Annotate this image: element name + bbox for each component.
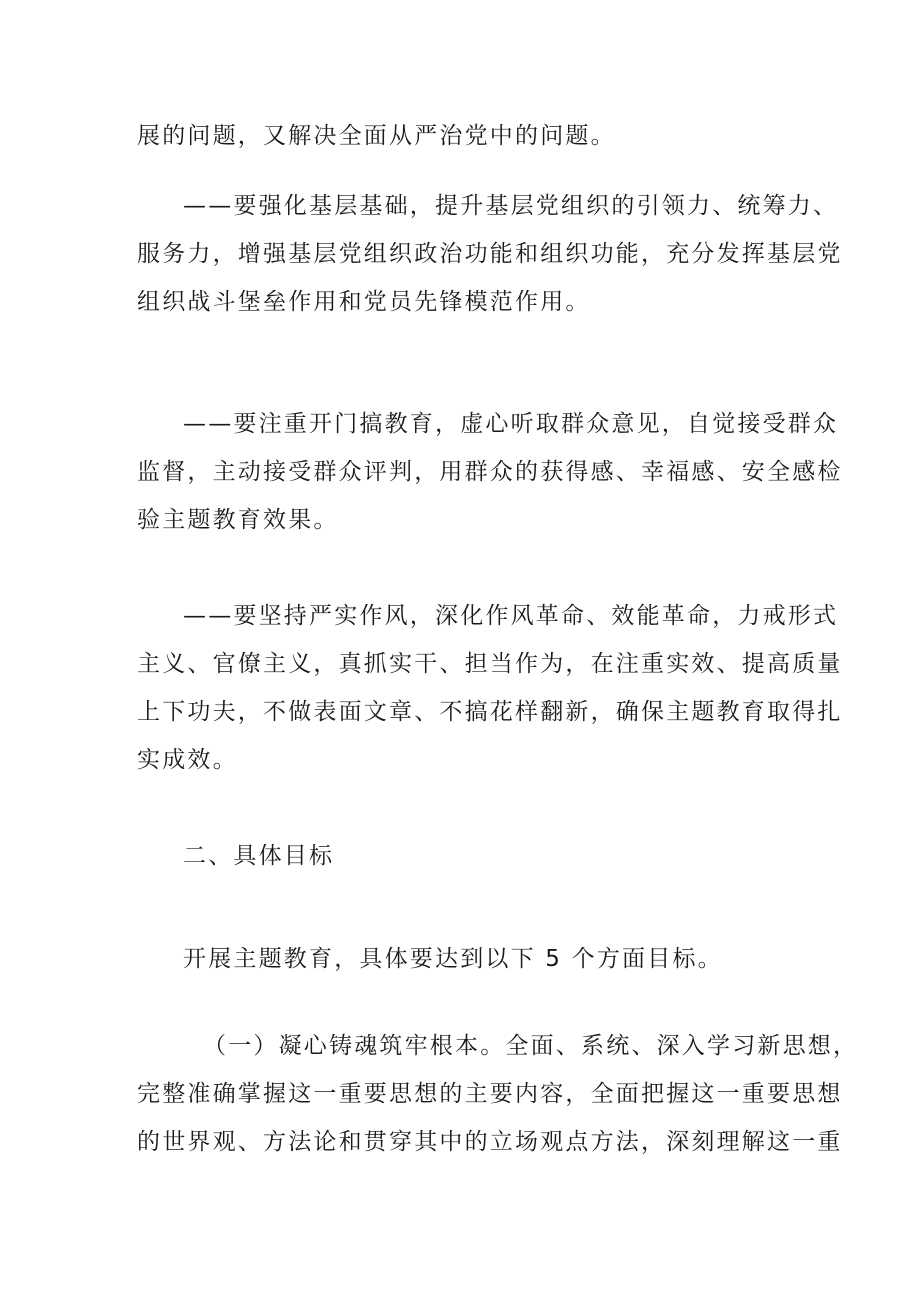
text-line: 验主题教育效果。: [137, 507, 339, 533]
text-line: 组织战斗堡垒作用和党员先锋模范作用。: [137, 289, 591, 315]
text-line: 实成效。: [137, 747, 238, 773]
paragraph-strict-practical-style: [137, 592, 843, 784]
text-line: 监督，主动接受群众评判，用群众的获得感、幸福感、安全感检: [137, 459, 843, 485]
text-line: 的世界观、方法论和贯穿其中的立场观点方法，深刻理解这一重: [137, 1129, 843, 1155]
section-heading: [137, 832, 797, 880]
text-line: （一）凝心铸魂筑牢根本。全面、系统、深入学习新思想，: [203, 1033, 859, 1059]
text-line: 上下功夫，不做表面文章、不搞花样翻新，确保主题教育取得扎: [137, 699, 843, 725]
text-line: 主义、官僚主义，真抓实干、担当作为，在注重实效、提高质量: [137, 651, 843, 677]
paragraph-continuation: [137, 112, 797, 160]
text-line: 完整准确掌握这一重要思想的主要内容，全面把握这一重要思想: [137, 1081, 843, 1107]
text-line: 服务力，增强基层党组织政治功能和组织功能，充分发挥基层党: [137, 241, 843, 267]
text-line: 开展主题教育，具体要达到以下 5 个方面目标。: [183, 946, 723, 972]
text-line: ——要注重开门搞教育，虚心听取群众意见，自觉接受群众: [183, 411, 839, 437]
paragraph-open-door-education: [137, 400, 843, 544]
paragraph-strengthen-grassroots: [137, 182, 843, 326]
paragraph-goal-one: [137, 1022, 859, 1166]
paragraph-goals-intro: [137, 935, 797, 983]
heading-text: 二、具体目标: [183, 843, 335, 869]
text-line: ——要坚持严实作风，深化作风革命、效能革命，力戒形式: [183, 603, 839, 629]
text-line: ——要强化基层基础，提升基层党组织的引领力、统筹力、: [183, 193, 839, 219]
text-line: 展的问题，又解决全面从严治党中的问题。: [137, 123, 616, 149]
